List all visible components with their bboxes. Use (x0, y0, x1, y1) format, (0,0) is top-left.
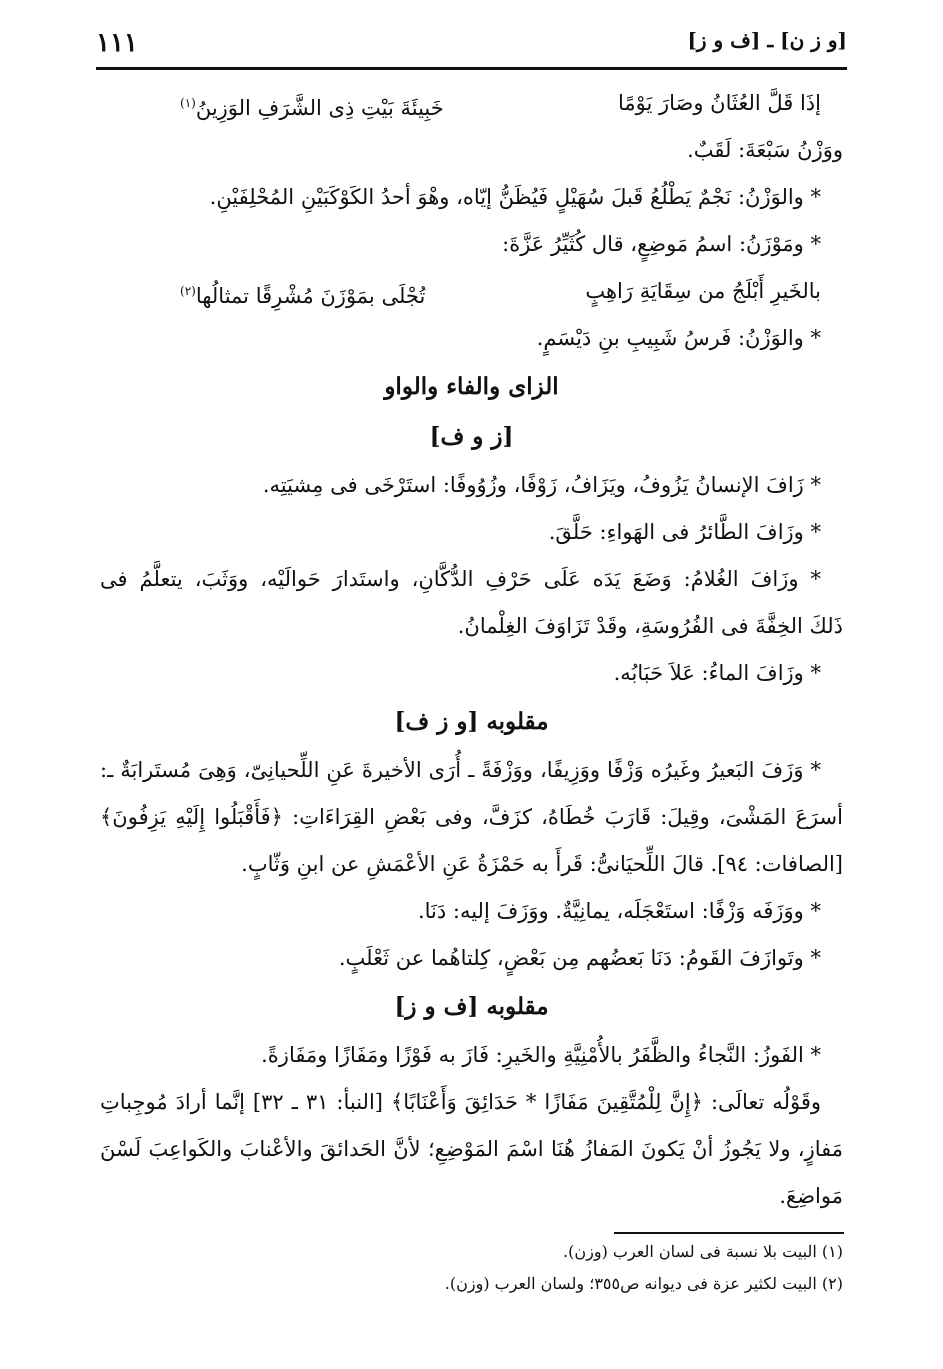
root-heading: مقلوبه [ف و ز] (394, 993, 549, 1020)
entry-line: * ووَزَفَه وَزْفًا: استَعْجَلَه، يمانِيَّةٌ. ووَزَفَ إليه: دَنَا. (417, 899, 821, 923)
text-line: ذَلكَ الخِفَّةَ فى الفُرُوسَةِ، وقَدْ تَزَاوَفَ الغِلْمانُ. (457, 614, 843, 638)
entry-line: * وزَافَ الطَّائرُ فى الهَواءِ: حَلَّقَ. (548, 520, 821, 544)
root-heading: [ز و ف] (429, 423, 514, 450)
footnote-ref: (٢) (180, 284, 196, 298)
text-line: مَفازٍ، ولا يَجُوزُ أنْ يَكونَ المَفازُ هُنَا اسْمَ المَوْضِعِ؛ لأنَّ الحَدائقَ والأعْنابَ والكَواعِبَ لَسْنَ (100, 1137, 843, 1161)
entry-line: * والوَزْنُ: نَجْمٌ يَطْلُعُ قَبلَ سُهَيْلٍ فَيُظَنُّ إيّاه، وهْوَ أحدُ الكَوْكَبَيْنِ المُحْلِفَيْنِ. (209, 185, 821, 209)
text-line: أسرَعَ المَشْىَ، وقِيلَ: قَارَبَ خُطَاهُ، كزَفَّ، وفى بَعْضِ القِرَاءَاتِ: ﴿فَأَقْبَلُوا إِلَيْهِ يَزِفُونَ﴾ (100, 805, 843, 829)
text-line: [الصافات: ٩٤]. قالَ اللِّحيَانىُّ: قَرأَ به حَمْزَةُ عَنِ الأعْمَشِ عن ابنِ وَثّابٍ. (241, 852, 843, 876)
text-line: ووَزْنُ سَبْعَةَ: لَقَبٌ. (687, 138, 843, 162)
verse-line (100, 80, 843, 127)
entry-line: * وزَافَ الغُلامُ: وَضَعَ يَدَه عَلَى حَرْفِ الدُّكَّانِ، واستَدارَ حَوالَيْه، ووَثَبَ، يتعلَّمُ فى (100, 567, 821, 591)
running-header (96, 22, 847, 62)
entry-line: * وزَافَ الماءُ: عَلاَ حَبَابُه. (613, 661, 821, 685)
entry-line: * وتَوازَفَ القَومُ: دَنَا بَعضُهم مِن بَعْضٍ، كِلتاهُما عن ثَعْلَبٍ. (338, 946, 821, 970)
section-heading: الزاى والفاء والواو (384, 373, 559, 400)
entry-line: * زَافَ الإنسانُ يَزُوفُ، ويَزَافُ، زَوْفًا، وزُوُوفًا: استَرْخَى فى مِشيَتِه. (262, 473, 821, 497)
header-rule (96, 67, 847, 70)
root-title: [و ز ن] ـ [ف و ز] (687, 28, 847, 52)
verse-hemistich-first: إذَا قَلَّ العُثَانُ وصَارَ يَوْمًا (617, 91, 821, 115)
footnotes (100, 1236, 843, 1300)
footnote-1: (١) البيت بلا نسبة فى لسان العرب (وزن). (563, 1242, 843, 1261)
footnote-rule (614, 1232, 844, 1234)
main-text (100, 80, 843, 1220)
verse-hemistich-second: خَبِيئَةَ بَيْتِ ذِى الشَّرَفِ الوَزِينُ$^{(١)}$ (180, 96, 444, 120)
entry-line: * الفَوزُ: النَّجاءُ والظَّفَرُ بالأُمْنِيَّةِ والخَيرِ: فَازَ به فَوْزًا ومَفَازًا ومَفَازةً. (261, 1043, 821, 1067)
root-heading: مقلوبه [و ز ف] (394, 708, 549, 735)
verse-line (100, 268, 843, 315)
entry-line: * والوَزْنُ: فَرسُ شَبِيبِ بنِ دَيْسَمٍ. (536, 326, 821, 350)
verse-hemistich-second: تُجْلَى بمَوْزَنَ مُشْرِقًا تمثالُها$^{(٢)}$ (180, 284, 426, 308)
entry-line: * وَزَفَ البَعيرُ وغَيرُه وَزْفًا ووَزِيفًا، ووَزْفَةً ـ أُرَى الأخيرةَ عَنِ اللِّحيانِىّ، وَهِىَ مُستَرابَةٌ ـ: (100, 758, 821, 782)
verse-hemistich-first: بالخَيرِ أَبْلَجُ من سِقَايَةِ رَاهِبٍ (585, 279, 821, 303)
text-line: مَواضِعَ. (779, 1184, 843, 1208)
entry-line: * ومَوْزَنُ: اسمُ مَوضِعٍ، قال كُثَيِّرُ عَزَّةَ: (502, 232, 821, 256)
entry-line: وقَوْلُه تعالَى: ﴿إِنَّ لِلْمُتَّقِينَ مَفَازًا * حَدَائِقَ وَأَعْنَابًا﴾ [النبأ: ٣١ ـ ٣٢] إنَّما أرادَ مُوجِباتِ (100, 1090, 821, 1114)
footnote-2: (٢) البيت لكثير عزة فى ديوانه ص٣٥٥؛ ولسان العرب (وزن). (444, 1274, 843, 1293)
page-number: ١١١ (96, 28, 138, 58)
footnote-ref: (١) (180, 96, 196, 110)
